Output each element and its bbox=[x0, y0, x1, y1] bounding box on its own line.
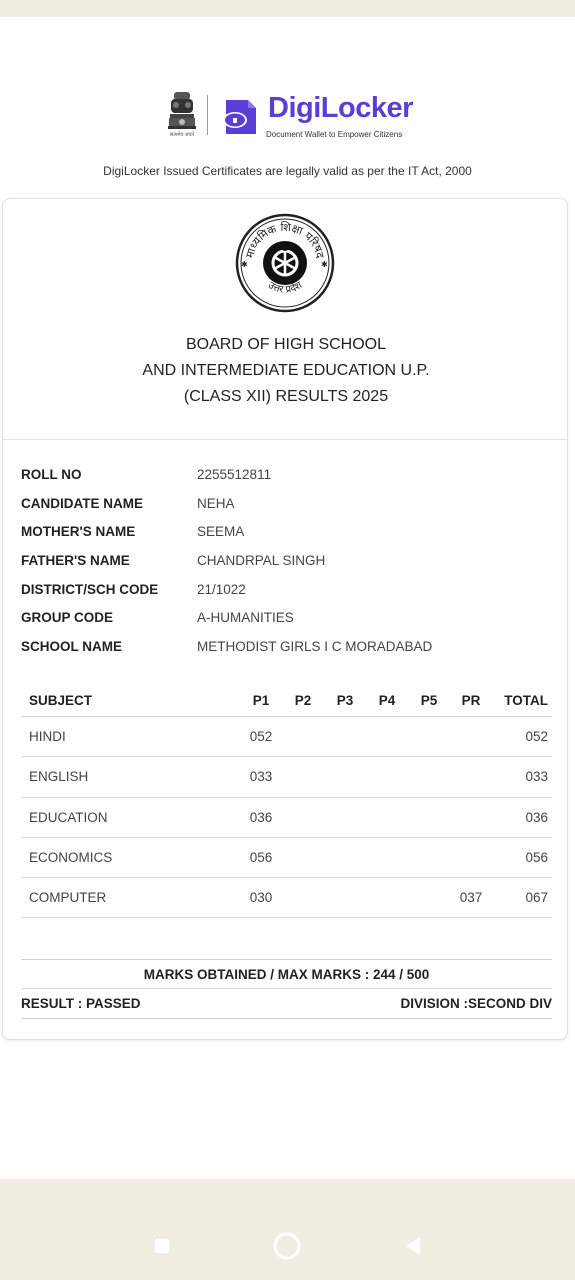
p1-cell: 030 bbox=[249, 890, 273, 906]
board-seal-icon bbox=[235, 213, 335, 313]
detail-value: 21/1022 bbox=[197, 581, 246, 597]
result-status: RESULT : PASSED bbox=[21, 996, 141, 1011]
column-header-total: TOTAL bbox=[504, 693, 548, 708]
divider bbox=[3, 439, 567, 440]
column-header-p5: P5 bbox=[420, 693, 438, 708]
svg-text:✱: ✱ bbox=[321, 260, 328, 269]
detail-value: NEHA bbox=[197, 495, 235, 511]
detail-label: GROUP CODE bbox=[21, 610, 114, 626]
recent-apps-icon[interactable] bbox=[151, 1235, 173, 1257]
detail-label: MOTHER'S NAME bbox=[21, 524, 136, 540]
table-row bbox=[21, 757, 552, 797]
detail-label: CANDIDATE NAME bbox=[21, 495, 143, 511]
detail-row-candidate-name bbox=[21, 489, 561, 518]
detail-row-district-code bbox=[21, 575, 561, 604]
subject-cell: ENGLISH bbox=[29, 769, 89, 785]
p1-cell: 033 bbox=[249, 769, 273, 785]
p1-cell: 036 bbox=[249, 809, 273, 825]
table-row bbox=[21, 878, 552, 918]
digilocker-logo-icon bbox=[220, 94, 262, 136]
column-header-subject: SUBJECT bbox=[29, 693, 93, 708]
detail-label: ROLL NO bbox=[21, 466, 82, 482]
emblem-caption: सत्यमेव जयते bbox=[169, 132, 195, 138]
candidate-details bbox=[21, 460, 561, 661]
brand-divider bbox=[207, 95, 208, 135]
subject-cell: ECONOMICS bbox=[29, 850, 113, 866]
column-header-p1: P1 bbox=[252, 693, 270, 708]
detail-row-group-code bbox=[21, 603, 561, 632]
detail-row-school-name bbox=[21, 632, 561, 661]
seal-bottom-text: उत्तर प्रदेश bbox=[265, 279, 305, 296]
total-cell: 067 bbox=[525, 890, 548, 906]
p1-cell: 056 bbox=[249, 850, 273, 866]
result-summary bbox=[21, 959, 552, 1019]
detail-value: 2255512811 bbox=[197, 466, 272, 482]
total-cell: 036 bbox=[525, 809, 548, 825]
column-header-pr: PR bbox=[461, 693, 481, 708]
subject-cell: EDUCATION bbox=[29, 809, 108, 825]
svg-text:✱: ✱ bbox=[241, 260, 248, 269]
pr-cell: 037 bbox=[459, 890, 483, 906]
board-title-line: BOARD OF HIGH SCHOOL bbox=[185, 336, 387, 353]
detail-value: A-HUMANITIES bbox=[197, 610, 294, 626]
total-cell: 052 bbox=[525, 729, 548, 745]
subject-cell: HINDI bbox=[29, 729, 66, 745]
result-card bbox=[2, 198, 568, 1040]
detail-row-roll-no bbox=[21, 460, 561, 489]
column-header-p3: P3 bbox=[336, 693, 354, 708]
table-header bbox=[21, 693, 552, 717]
digilocker-header bbox=[164, 90, 424, 140]
division: DIVISION :SECOND DIV bbox=[400, 996, 552, 1011]
legal-notice: DigiLocker Issued Certificates are legally valid as per the IT Act, 2000 bbox=[103, 164, 472, 178]
table-row bbox=[21, 717, 552, 757]
column-header-p2: P2 bbox=[294, 693, 312, 708]
result-row bbox=[21, 989, 552, 1019]
detail-label: DISTRICT/SCH CODE bbox=[21, 581, 159, 597]
detail-row-mothers-name bbox=[21, 517, 561, 546]
system-navigation-bar bbox=[0, 1180, 575, 1280]
detail-value: SEEMA bbox=[197, 524, 245, 540]
seal-top-text-path: माध्यमिक शिक्षा परिषद bbox=[243, 220, 327, 260]
subject-cell: COMPUTER bbox=[29, 890, 107, 906]
table-row bbox=[21, 798, 552, 838]
detail-value: CHANDRPAL SINGH bbox=[197, 552, 326, 568]
detail-label: SCHOOL NAME bbox=[21, 638, 123, 654]
home-icon[interactable] bbox=[272, 1231, 302, 1261]
board-title-line: (CLASS XII) RESULTS 2025 bbox=[183, 388, 389, 405]
detail-value: METHODIST GIRLS I C MORADABAD bbox=[197, 638, 433, 654]
marks-obtained: MARKS OBTAINED / MAX MARKS : 244 / 500 bbox=[21, 959, 552, 989]
p1-cell: 052 bbox=[249, 729, 273, 745]
board-title bbox=[3, 332, 569, 410]
total-cell: 056 bbox=[525, 850, 548, 866]
back-icon[interactable] bbox=[402, 1234, 424, 1258]
detail-label: FATHER'S NAME bbox=[21, 552, 130, 568]
table-row bbox=[21, 838, 552, 878]
digilocker-wordmark: DigiLocker bbox=[268, 92, 413, 124]
marks-table bbox=[21, 693, 552, 918]
column-header-p4: P4 bbox=[378, 693, 396, 708]
total-cell: 033 bbox=[525, 769, 548, 785]
board-title-line: AND INTERMEDIATE EDUCATION U.P. bbox=[142, 362, 430, 379]
certificate-page bbox=[0, 17, 575, 1179]
digilocker-tagline: Document Wallet to Empower Citizens bbox=[266, 130, 403, 139]
detail-row-fathers-name bbox=[21, 546, 561, 575]
